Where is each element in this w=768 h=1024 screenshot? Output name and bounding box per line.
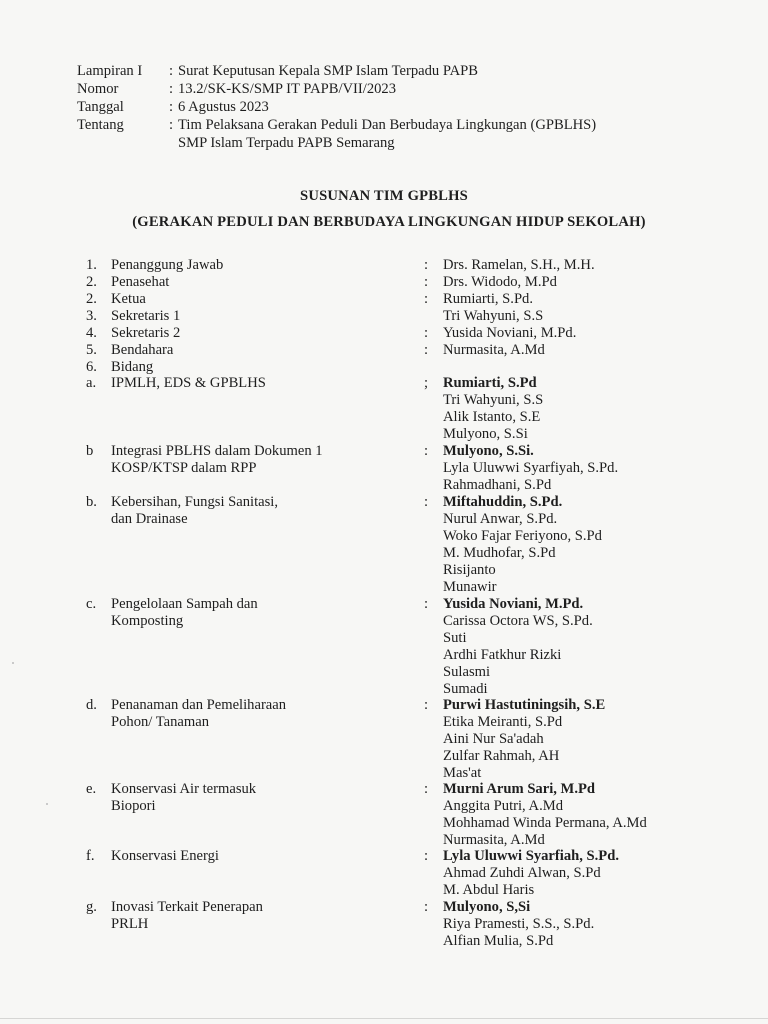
member-name: Alik Istanto, S.E [443,409,541,425]
role-label: Inovasi Terkait Penerapan PRLH [111,899,263,932]
role-label: Integrasi PBLHS dalam Dokumen 1 KOSP/KTSP dalam RPP [111,443,323,476]
header-label: Tanggal [77,99,124,115]
header-colon: : [169,117,174,133]
separator-colon: : [424,781,429,797]
row-number: c. [86,596,97,612]
scan-speck [12,662,14,664]
separator-colon: : [424,325,429,341]
role-label: Penanaman dan Pemeliharaan Pohon/ Tanaman [111,697,287,730]
coordinator-name: Lyla Uluwwi Syarfiah, S.Pd. [443,848,619,864]
member-name: Sulasmi [443,664,491,680]
member-name: Mas'at [443,765,482,781]
member-name: Yusida Noviani, M.Pd. [443,325,577,341]
separator-colon: : [424,257,429,273]
member-names [443,308,763,325]
coordinator-name: Yusida Noviani, M.Pd. [443,596,584,612]
separator-colon: : [424,274,429,290]
role-label: Penanggung Jawab [111,257,224,273]
member-name: Nurmasita, A.Md [443,342,545,358]
member-name: Sumadi [443,681,488,697]
member-name: Ardhi Fatkhur Rizki [443,647,562,663]
separator-colon: : [424,291,429,307]
row-number: 2. [86,274,97,290]
member-name: Suti [443,630,467,646]
coordinator-name: Murni Arum Sari, M.Pd [443,781,596,797]
separator-colon: : [424,494,429,510]
role-label: Konservasi Air termasuk Biopori [111,781,257,814]
member-names [443,494,763,596]
coordinator-name: Mulyono, S.Si. [443,443,534,459]
separator-colon: : [424,848,429,864]
role-label: Bendahara [111,342,174,358]
scan-speck [46,803,48,805]
row-number: 4. [86,325,97,341]
role-label: IPMLH, EDS & GPBLHS [111,375,266,391]
separator-colon: : [424,342,429,358]
row-number: b [86,443,94,459]
separator-colon: : [424,899,429,915]
member-names [443,899,763,950]
header-value: Surat Keputusan Kepala SMP Islam Terpadu PAPB [178,63,479,79]
member-name: Carissa Octora WS, S.Pd. [443,613,593,629]
row-number: f. [86,848,95,864]
document-subtitle: (GERAKAN PEDULI DAN BERBUDAYA LINGKUNGAN HIDUP SEKOLAH) [132,214,646,230]
row-number: e. [86,781,97,797]
member-names [443,443,763,494]
row-number: 6. [86,359,97,375]
member-name: Nurmasita, A.Md [443,832,545,848]
coordinator-name: Rumiarti, S.Pd [443,375,537,391]
row-number: g. [86,899,97,915]
role-label: Bidang [111,359,154,375]
row-number: 2. [86,291,97,307]
document-title: SUSUNAN TIM GPBLHS [300,188,468,204]
member-name: M. Abdul Haris [443,882,535,898]
coordinator-name: Mulyono, S,Si [443,899,531,915]
separator-colon: : [424,697,429,713]
row-number: 1. [86,257,97,273]
separator-colon: ; [424,375,429,391]
role-label: Konservasi Energi [111,848,219,864]
header-colon: : [169,81,174,97]
member-names [443,274,763,291]
role-label: Ketua [111,291,146,307]
coordinator-name: Purwi Hastutiningsih, S.E [443,697,606,713]
member-name: Munawir [443,579,497,595]
separator-colon: : [424,596,429,612]
member-name: Mulyono, S.Si [443,426,528,442]
row-number: 5. [86,342,97,358]
header-value: Tim Pelaksana Gerakan Peduli Dan Berbudaya Lingkungan (GPBLHS) [178,117,597,133]
member-name: Zulfar Rahmah, AH [443,748,560,764]
member-name: Anggita Putri, A.Md [443,798,563,814]
member-name: Aini Nur Sa'adah [443,731,544,747]
row-number: 3. [86,308,97,324]
member-name: Tri Wahyuni, S.S [443,392,544,408]
role-label: Penasehat [111,274,170,290]
row-number: a. [86,375,97,391]
member-name: Riya Pramesti, S.S., S.Pd. [443,916,595,932]
member-name: Risijanto [443,562,496,578]
member-name: Alfian Mulia, S.Pd [443,933,554,949]
member-names [443,342,763,359]
role-label: Kebersihan, Fungsi Sanitasi, dan Drainase [111,494,279,527]
member-name: Mohhamad Winda Permana, A.Md [443,815,647,831]
role-label: Pengelolaan Sampah dan Komposting [111,596,258,629]
header-label: Lampiran I [77,63,143,79]
member-name: Nurul Anwar, S.Pd. [443,511,558,527]
row-number: b. [86,494,97,510]
header-colon: : [169,63,174,79]
member-names [443,291,763,308]
member-names [443,596,763,698]
member-name: Drs. Ramelan, S.H., M.H. [443,257,595,273]
member-name: Etika Meiranti, S.Pd [443,714,563,730]
member-names [443,697,763,782]
member-name: Rumiarti, S.Pd. [443,291,534,307]
header-colon: : [169,99,174,115]
member-name: Lyla Uluwwi Syarfiyah, S.Pd. [443,460,619,476]
header-value: 6 Agustus 2023 [178,99,269,115]
member-names [443,375,763,443]
member-names [443,325,763,342]
page-edge [0,1018,768,1019]
role-label: Sekretaris 1 [111,308,181,324]
separator-colon: : [424,443,429,459]
member-name: Woko Fajar Feriyono, S.Pd [443,528,602,544]
coordinator-name: Miftahuddin, S.Pd. [443,494,563,510]
header-label: Nomor [77,81,119,97]
member-names [443,848,763,899]
member-name: Ahmad Zuhdi Alwan, S.Pd [443,865,601,881]
role-label: Sekretaris 2 [111,325,181,341]
member-name: Drs. Widodo, M.Pd [443,274,557,290]
header-continuation: SMP Islam Terpadu PAPB Semarang [178,135,395,151]
row-number: d. [86,697,97,713]
member-names [443,781,763,849]
member-names [443,257,763,274]
header-value: 13.2/SK-KS/SMP IT PAPB/VII/2023 [178,81,397,97]
member-name: Rahmadhani, S.Pd [443,477,552,493]
header-label: Tentang [77,117,124,133]
member-name: Tri Wahyuni, S.S [443,308,544,324]
member-name: M. Mudhofar, S.Pd [443,545,556,561]
